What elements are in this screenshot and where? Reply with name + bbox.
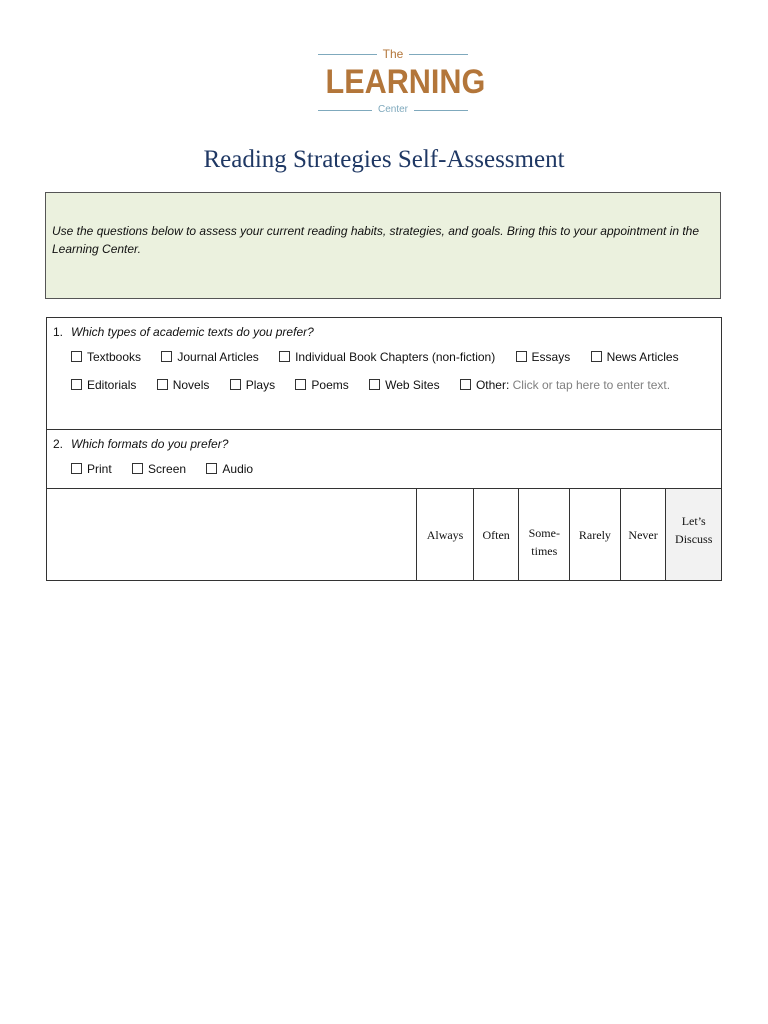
header-discuss-line-1: Let’s (681, 513, 706, 528)
frequency-blank-cell (47, 489, 417, 580)
option-label: Editorials (87, 378, 137, 392)
logo-rule-right (409, 54, 468, 55)
page-title: Reading Strategies Self-Assessment (203, 146, 565, 173)
q1-options-row-1 (71, 350, 696, 364)
learning-center-logo (318, 46, 486, 122)
question-2-text (53, 436, 715, 452)
option-essays[interactable] (516, 350, 571, 364)
option-poems[interactable] (295, 378, 348, 392)
option-textbooks[interactable] (71, 350, 141, 364)
option-book-chapters[interactable] (279, 350, 495, 364)
checkbox[interactable] (206, 463, 217, 474)
checkbox[interactable] (71, 379, 82, 390)
header-lets-discuss (666, 489, 721, 580)
header-sometimes (519, 489, 570, 580)
option-label: Print (87, 462, 112, 476)
option-news-articles[interactable] (591, 350, 679, 364)
option-label: Textbooks (87, 350, 142, 364)
logo-bottom-row (318, 102, 468, 118)
checkbox[interactable] (230, 379, 241, 390)
header-always-label: Always (426, 527, 464, 542)
checkbox[interactable] (132, 463, 143, 474)
header-often-label: Often (482, 527, 510, 542)
checkbox[interactable] (295, 379, 306, 390)
question-prompt: Which types of academic texts do you prefer? (71, 325, 314, 339)
logo-rule-right (414, 110, 468, 111)
checkbox[interactable] (516, 351, 527, 362)
question-prompt: Which formats do you prefer? (71, 437, 229, 451)
option-label: News Articles (606, 350, 679, 364)
logo-top-row (318, 46, 468, 62)
option-plays[interactable] (230, 378, 275, 392)
option-other[interactable] (460, 378, 670, 392)
option-label: Journal Articles (177, 350, 259, 364)
logo-top-text: The (382, 47, 404, 61)
checkbox[interactable] (71, 463, 82, 474)
option-label: Audio (222, 462, 254, 476)
frequency-header-row (47, 489, 721, 580)
checkbox[interactable] (591, 351, 602, 362)
q2-options-row (71, 462, 270, 476)
header-often (474, 489, 520, 580)
header-never-label: Never (628, 527, 658, 542)
header-rarely (570, 489, 621, 580)
option-label: Web Sites (385, 378, 440, 392)
checkbox[interactable] (460, 379, 471, 390)
q1-options-row-2 (71, 378, 687, 392)
intro-box (45, 192, 721, 299)
header-never (621, 489, 667, 580)
option-novels[interactable] (157, 378, 210, 392)
intro-text: Use the questions below to assess your current reading habits, strategies, and goals. Bring this to your appointment in the Learning Center. (52, 224, 700, 256)
checkbox[interactable] (279, 351, 290, 362)
header-discuss-line-2: Discuss (675, 531, 713, 546)
option-web-sites[interactable] (369, 378, 439, 392)
option-label: Other: (475, 378, 510, 392)
header-sometimes-line-1: Some- (528, 525, 560, 540)
checkbox[interactable] (369, 379, 380, 390)
option-label: Screen (148, 462, 187, 476)
option-label: Plays (245, 378, 276, 392)
question-number: 1. (53, 325, 64, 339)
logo-main-text: LEARNING (325, 63, 486, 101)
option-editorials[interactable] (71, 378, 136, 392)
question-1-text (53, 324, 715, 340)
option-label: Novels (172, 378, 210, 392)
checkbox[interactable] (161, 351, 172, 362)
header-sometimes-line-2: times (531, 543, 558, 558)
question-2 (47, 430, 721, 489)
question-1 (47, 318, 721, 430)
option-journal-articles[interactable] (161, 350, 258, 364)
option-label: Poems (311, 378, 349, 392)
option-audio[interactable] (206, 462, 253, 476)
checkbox[interactable] (157, 379, 168, 390)
option-label: Individual Book Chapters (non-fiction) (295, 350, 496, 364)
option-label: Essays (531, 350, 571, 364)
checkbox[interactable] (71, 351, 82, 362)
other-text-field[interactable]: Click or tap here to enter text. (512, 378, 671, 392)
option-print[interactable] (71, 462, 112, 476)
question-table (46, 317, 722, 581)
header-always (417, 489, 474, 580)
header-rarely-label: Rarely (578, 527, 611, 542)
logo-rule-left (318, 110, 372, 111)
logo-rule-left (318, 54, 377, 55)
option-screen[interactable] (132, 462, 186, 476)
logo-bottom-text: Center (378, 104, 409, 115)
question-number: 2. (53, 437, 64, 451)
